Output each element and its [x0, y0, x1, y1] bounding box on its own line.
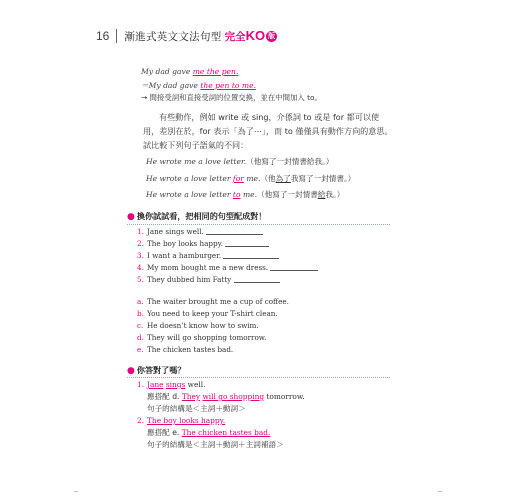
comparison-2-keyword: for [232, 174, 244, 183]
answer-blank[interactable] [223, 250, 279, 259]
item-number: 5. [137, 275, 144, 284]
exercise-item-5 [137, 274, 280, 285]
item-text: Jane sings well. [147, 227, 204, 236]
item-text: The boy looks happy. [147, 239, 224, 248]
brand-badge: 版 [268, 33, 276, 40]
example-line-1-text: My dad gave [141, 67, 193, 76]
answer-1-match-verb: will go shopping [202, 392, 265, 401]
exercise-divider [127, 224, 390, 225]
item-text: My mom bought me a new dress. [147, 263, 269, 272]
option-e [137, 344, 233, 355]
comparison-3-zh-end: 我。） [325, 190, 345, 199]
answer-2-structure: 句子的結構是＜主詞＋動詞＋主詞補語＞ [147, 440, 284, 449]
brand-logo [225, 28, 278, 44]
option-b [137, 308, 278, 319]
crop-mark [74, 491, 78, 496]
exercise-item-4 [137, 262, 318, 273]
answer-1-match-prefix: 應搭配 d. [147, 392, 182, 401]
page-number: 16 [96, 29, 110, 43]
example-line-2-underline: the pen to me. [200, 81, 256, 90]
option-letter: d. [137, 333, 144, 342]
answers-title: 你答對了嗎？ [136, 365, 186, 375]
item-text: They dubbed him Fatty [147, 275, 232, 284]
answers-heading [127, 364, 185, 377]
option-letter: b. [137, 309, 144, 318]
comparison-2-zh-underline: 為了 [275, 174, 291, 183]
book-title: 漸進式英文文法句型 [124, 30, 222, 43]
comparison-2-zh: （他 [260, 174, 276, 183]
bullet-icon: ● [127, 365, 135, 376]
brand-ko: KO [245, 28, 266, 43]
comparison-2-en: He wrote a love letter [146, 174, 233, 183]
answer-1-match-end: tomorrow. [264, 392, 305, 401]
answer-blank[interactable] [206, 226, 263, 235]
answer-2 [137, 415, 225, 426]
brand-prefix: 完全 [224, 31, 246, 43]
answer-1-structure: 句子的結構是＜主詞＋動詞＞ [147, 404, 246, 413]
answer-2-sentence: The boy looks happy. [147, 416, 226, 425]
answer-number: 2. [137, 416, 145, 425]
example-line-2-text: ＝My dad gave [141, 81, 201, 90]
comparison-3-zh-underline: 給 [317, 190, 326, 199]
explanation-paragraph: 有些動作，例如 write 或 sing，介係詞 to 或是 for 都可以使用，差別在於，for 表示「為了⋯」，而 to 僅僅具有動作方向的意思。試比較下列句子語氣的不同： [143, 112, 393, 150]
answer-2-match-prefix: 應搭配 e. [147, 428, 182, 437]
answer-2-match [147, 427, 270, 438]
option-text: The waiter brought me a cup of coffee. [147, 297, 289, 306]
option-d [137, 332, 266, 343]
answers-divider [127, 377, 390, 378]
comparison-line-3 [146, 189, 344, 200]
comparison-2-zh-end: 我寫了一封情書。） [290, 174, 356, 183]
item-number: 2. [137, 239, 144, 248]
bullet-icon: ● [127, 211, 135, 222]
example-line-1 [141, 67, 238, 76]
comparison-3-en-end: me. [240, 190, 258, 199]
example-line-1-underline: me the pen. [192, 67, 239, 76]
comparison-3-en: He wrote a love letter [146, 190, 233, 199]
comparison-3-zh: （他寫了一封情書 [257, 190, 318, 199]
item-text: I want a hamburger. [147, 251, 222, 260]
crop-mark [438, 491, 442, 496]
option-text: You need to keep your T-shirt clean. [147, 309, 278, 318]
option-text: The chicken tastes bad. [147, 345, 234, 354]
answer-number: 1. [137, 380, 145, 389]
option-letter: a. [137, 297, 144, 306]
exercise-title: 換你試試看，把相同的句型配成對！ [136, 211, 267, 221]
option-text: They will go shopping tomorrow. [147, 333, 267, 342]
answer-blank[interactable] [234, 274, 280, 283]
exercise-heading [127, 210, 266, 223]
item-number: 4. [137, 263, 144, 272]
answer-blank[interactable] [225, 238, 269, 247]
option-a [137, 296, 289, 307]
exercise-item-2 [137, 238, 269, 249]
header-divider [116, 29, 117, 43]
comparison-1-en: He wrote me a love letter. [146, 157, 247, 166]
comparison-2-en-end: me. [243, 174, 261, 183]
comparison-1-zh: （他寫了一封情書給我。） [246, 157, 334, 166]
comparison-line-1 [146, 156, 334, 167]
comparison-line-2 [146, 173, 355, 184]
answer-1-end: well. [185, 380, 206, 389]
item-number: 3. [137, 251, 144, 260]
option-letter: e. [137, 345, 144, 354]
option-letter: c. [137, 321, 144, 330]
page-header [96, 27, 277, 45]
option-c [137, 320, 259, 331]
answer-2-match-sentence: The chicken tastes bad. [181, 428, 271, 437]
exercise-item-3 [137, 250, 279, 261]
answer-1-subject: Jane [147, 380, 164, 389]
exercise-item-1 [137, 226, 263, 237]
answer-1-verb: sings [165, 380, 186, 389]
example-note: → 間接受詞和直接受詞的位置交換，並在中間加入 to。 [141, 93, 322, 102]
answer-1-match [147, 391, 305, 402]
answer-1-match-subject: They [181, 392, 201, 401]
answer-1 [137, 379, 205, 390]
example-line-2 [141, 80, 256, 91]
answer-blank[interactable] [270, 262, 318, 271]
comparison-3-keyword: to [232, 190, 241, 199]
item-number: 1. [137, 227, 144, 236]
option-text: He doesn’t know how to swim. [147, 321, 259, 330]
